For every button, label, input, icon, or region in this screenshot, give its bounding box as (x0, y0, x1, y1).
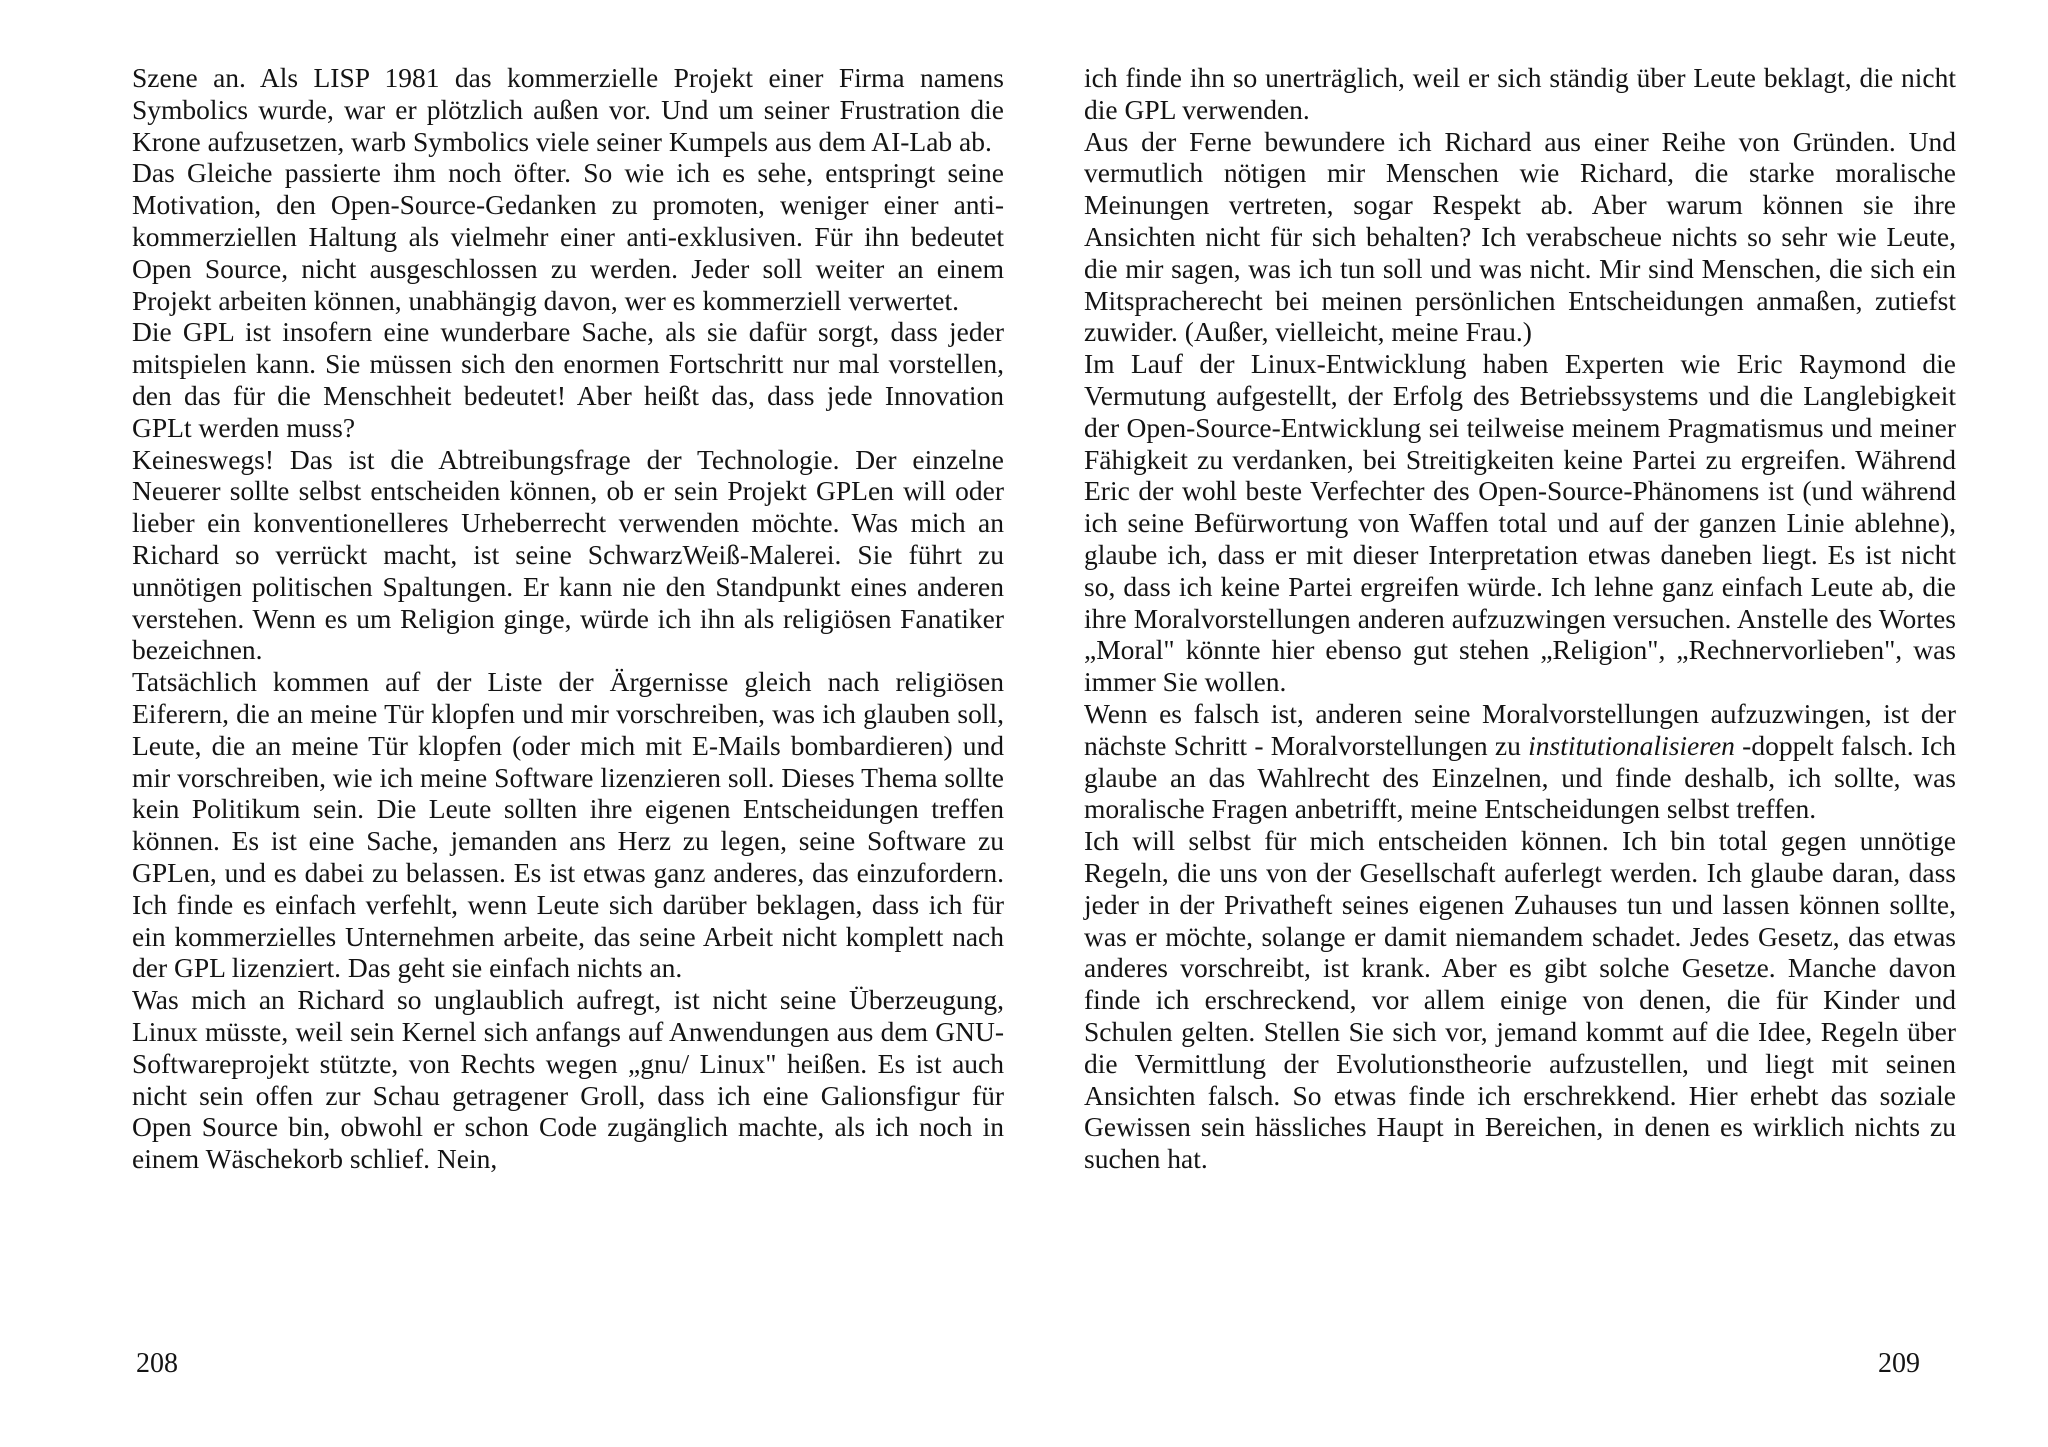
paragraph: Die GPL ist insofern eine wunderbare Sache, als sie dafür sorgt, dass jeder mitspielen kann. Sie müssen sich den enormen Fortschritt nur mal vorstellen, den das für die Menschheit bedeutet! Aber heißt das, dass jede Innovation GPLt werden muss? (132, 316, 1004, 443)
paragraph-text: Wenn es falsch ist, anderen seine Moralvorstellungen aufzuzwingen, ist der nächste Schritt - Moralvorstellungen zu (1084, 697, 1956, 761)
paragraph: Ich will selbst für mich entscheiden können. Ich bin total gegen unnötige Regeln, die uns von der Gesellschaft auferlegt werden. Ich glaube daran, dass jeder in der Privatheft seines eigenen Zuhauses tun und lassen können sollte, was er möchte, solange er damit niemandem schadet. Jedes Gesetz, das etwas anderes vorschreibt, ist krank. Aber es gibt solche Gesetze. Manche davon finde ich erschreckend, vor allem einige von denen, die für Kinder und Schulen gelten. Stellen Sie sich vor, jemand kommt auf die Idee, Regeln über die Vermittlung der Evolutionstheorie aufzustellen, und liegt mit seinen Ansichten falsch. So etwas finde ich erschrekkend. Hier erhebt das soziale Gewissen sein hässliches Haupt in Bereichen, in denen es wirklich nichts zu suchen hat. (1084, 825, 1956, 1175)
emphasis-text: institutionalisieren (1528, 729, 1735, 761)
paragraph: Tatsächlich kommen auf der Liste der Ärgernisse gleich nach religiösen Eiferern, die an meine Tür klopfen und mir vorschreiben, was ich glauben soll, Leute, die an meine Tür klopfen (oder mich mit E-Mails bombardieren) und mir vorschreiben, wie ich meine Software lizenzieren soll. Dieses Thema sollte kein Politikum sein. Die Leute sollten ihre eigenen Entscheidungen treffen können. Es ist eine Sache, jemanden ans Herz zu legen, seine Software zu GPLen, und es dabei zu belassen. Es ist etwas ganz anderes, das einzufordern. Ich finde es einfach verfehlt, wenn Leute sich darüber beklagen, dass ich für ein kommerzielles Unternehmen arbeite, das seine Arbeit nicht komplett nach der GPL lizenziert. Das geht sie einfach nichts an. (132, 666, 1004, 984)
right-text-column (1084, 62, 1956, 1175)
paragraph-text: -doppelt falsch. Ich glaube an das Wahlrecht des Einzelnen, und finde deshalb, ich sollte, was moralische Fragen anbetrifft, meine Entscheidungen selbst treffen. (1084, 729, 1956, 825)
paragraph: Das Gleiche passierte ihm noch öfter. So wie ich es sehe, entspringt seine Motivation, den Open-Source-Gedanken zu promoten, weniger einer anti-kommerziellen Haltung als vielmehr einer anti-exklusiven. Für ihn bedeutet Open Source, nicht ausgeschlossen zu werden. Jeder soll weiter an einem Projekt arbeiten können, unabhängig davon, wer es kommerziell verwertet. (132, 157, 1004, 316)
page-number-right: 209 (1878, 1348, 1920, 1379)
page-number-left: 208 (136, 1348, 178, 1379)
paragraph: Im Lauf der Linux-Entwicklung haben Experten wie Eric Raymond die Vermutung aufgestellt, der Erfolg des Betriebssystems und die Langlebigkeit der Open-Source-Entwicklung sei teilweise meinem Pragmatismus und meiner Fähigkeit zu verdanken, bei Streitigkeiten keine Partei zu ergreifen. Während Eric der wohl beste Verfechter des Open-Source-Phänomens ist (und während ich seine Befürwortung von Waffen total und auf der ganzen Linie ablehne), glaube ich, dass er mit dieser Interpretation etwas daneben liegt. Es ist nicht so, dass ich keine Partei ergreifen würde. Ich lehne ganz einfach Leute ab, die ihre Moralvorstellungen anderen aufzuzwingen versuchen. Anstelle des Wortes „Moral" könnte hier ebenso gut stehen „Religion", „Rechnervorlieben", was immer Sie wollen. (1084, 348, 1956, 698)
paragraph: Aus der Ferne bewundere ich Richard aus einer Reihe von Gründen. Und vermutlich nötigen mir Menschen wie Richard, die starke moralische Meinungen vertreten, sogar Respekt ab. Aber warum können sie ihre Ansichten nicht für sich behalten? Ich verabscheue nichts so sehr wie Leute, die mir sagen, was ich tun soll und was nicht. Mir sind Menschen, die sich ein Mitspracherecht bei meinen persönlichen Entscheidungen anmaßen, zutiefst zuwider. (Außer, vielleicht, meine Frau.) (1084, 125, 1956, 348)
paragraph-with-emphasis (1084, 698, 1956, 825)
paragraph: Szene an. Als LISP 1981 das kommerzielle Projekt einer Firma namens Symbolics wurde, war er plötzlich außen vor. Und um seiner Frustration die Krone aufzusetzen, warb Symbolics viele seiner Kumpels aus dem AI-Lab ab. (132, 62, 1004, 157)
right-page (1024, 0, 2048, 1447)
paragraph: Keineswegs! Das ist die Abtreibungsfrage der Technologie. Der einzelne Neuerer sollte selbst entscheiden können, ob er sein Projekt GPLen will oder lieber ein konventionelleres Urheberrecht verwenden möchte. Was mich an Richard so verrückt macht, ist seine SchwarzWeiß-Malerei. Sie führt zu unnötigen politischen Spaltungen. Er kann nie den Standpunkt eines anderen verstehen. Wenn es um Religion ginge, würde ich ihn als religiösen Fanatiker bezeichnen. (132, 443, 1004, 666)
left-text-column (132, 62, 1004, 1175)
paragraph: ich finde ihn so unerträglich, weil er sich ständig über Leute beklagt, die nicht die GPL verwenden. (1084, 62, 1956, 125)
paragraph: Was mich an Richard so unglaublich aufregt, ist nicht seine Überzeugung, Linux müsste, weil sein Kernel sich anfangs auf Anwendungen aus dem GNU-Softwareprojekt stützte, von Rechts wegen „gnu/ Linux" heißen. Es ist auch nicht sein offen zur Schau getragener Groll, dass ich eine Galionsfigur für Open Source bin, obwohl er schon Code zugänglich machte, als ich noch in einem Wäschekorb schlief. Nein, (132, 984, 1004, 1175)
